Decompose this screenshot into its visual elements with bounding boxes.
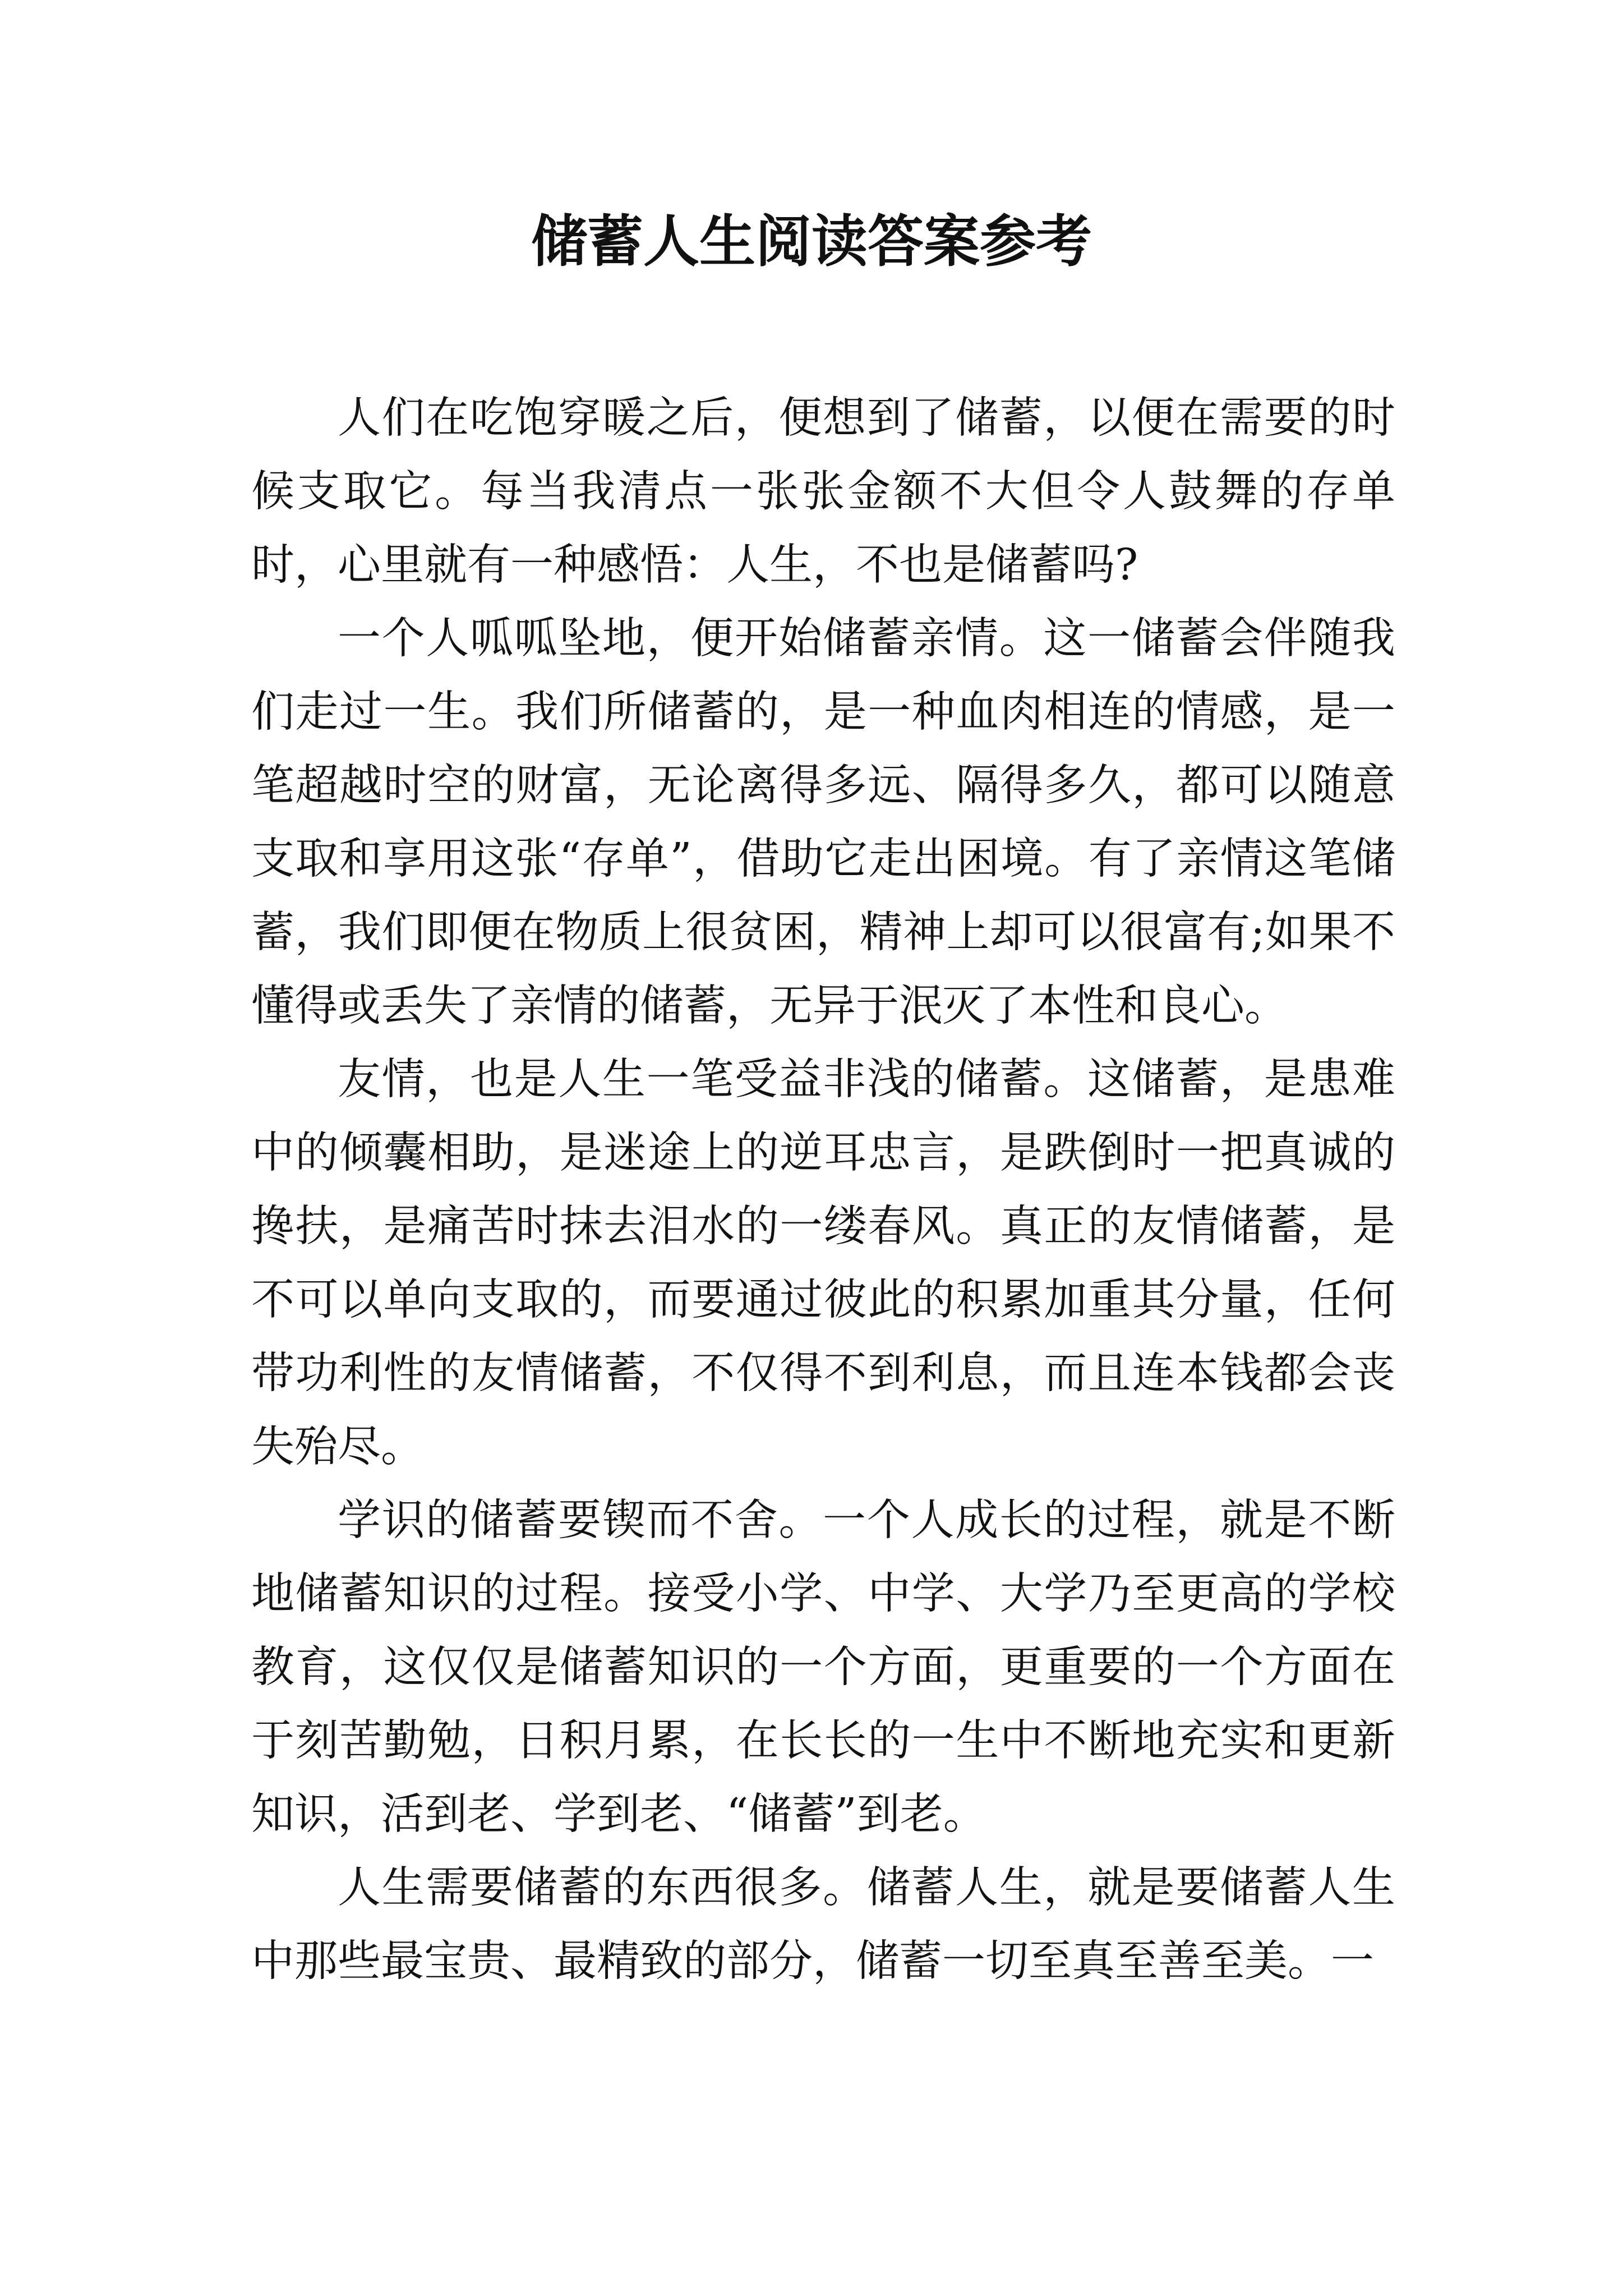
document-body — [251, 381, 1395, 1998]
document-title: 储蓄人生阅读答案参考 — [531, 208, 1092, 274]
paragraph-3: 友情，也是人生一笔受益非浅的储蓄。这储蓄，是患难中的倾囊相助，是迷途上的逆耳忠言，是跌倒时一把真诚的搀扶，是痛苦时抹去泪水的一缕春风。真正的友情储蓄，是不可以单向支取的，而要通过彼此的积累加重其分量，任何带功利性的友情储蓄，不仅得不到利息，而且连本钱都会丧失殆尽。 — [251, 1055, 1395, 1472]
paragraph-5: 人生需要储蓄的东西很多。储蓄人生，就是要储蓄人生中那些最宝贵、最精致的部分，储蓄一切至真至善至美。一 — [251, 1863, 1395, 1986]
paragraph-1: 人们在吃饱穿暖之后，便想到了储蓄，以便在需要的时候支取它。每当我清点一张张金额不大但令人鼓舞的存单时，心里就有一种感悟：人生，不也是储蓄吗? — [251, 393, 1395, 590]
paragraph-4: 学识的储蓄要锲而不舍。一个人成长的过程，就是不断地储蓄知识的过程。接受小学、中学、大学乃至更高的学校教育，这仅仅是储蓄知识的一个方面，更重要的一个方面在于刻苦勤勉，日积月累，在长长的一生中不断地充实和更新知识，活到老、学到老、“储蓄”到老。 — [251, 1496, 1395, 1839]
paragraph-2: 一个人呱呱坠地，便开始储蓄亲情。这一储蓄会伴随我们走过一生。我们所储蓄的，是一种血肉相连的情感，是一笔超越时空的财富，无论离得多远、隔得多久，都可以随意支取和享用这张“存单”，借助它走出困境。有了亲情这笔储蓄，我们即便在物质上很贫困，精神上却可以很富有;如果不懂得或丢失了亲情的储蓄，无异于泯灭了本性和良心。 — [251, 614, 1395, 1031]
